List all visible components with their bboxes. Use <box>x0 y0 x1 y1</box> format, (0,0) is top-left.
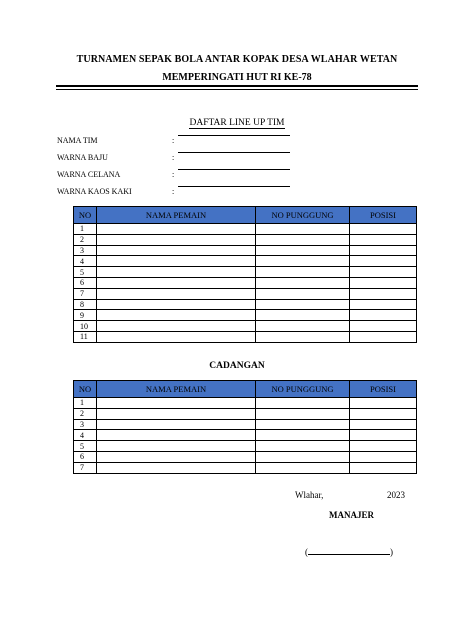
player-name-cell[interactable] <box>97 299 256 310</box>
row-number: 5 <box>74 441 97 452</box>
lineup-row <box>74 234 417 245</box>
row-number: 4 <box>74 430 97 441</box>
jersey-number-cell[interactable] <box>256 430 350 441</box>
team-name-field[interactable] <box>178 135 290 136</box>
jersey-number-cell[interactable] <box>256 288 350 299</box>
player-name-cell[interactable] <box>97 419 256 430</box>
shorts-color-colon: : <box>172 170 175 179</box>
reserves-table-header <box>74 381 417 398</box>
lineup-table-header <box>74 207 417 224</box>
jersey-number-cell[interactable] <box>256 451 350 462</box>
jersey-number-cell[interactable] <box>256 408 350 419</box>
player-name-cell[interactable] <box>97 331 256 342</box>
col-header-no: NO <box>74 381 97 398</box>
row-number: 8 <box>74 299 97 310</box>
col-header-player-name: NAMA PEMAIN <box>97 207 256 224</box>
position-cell[interactable] <box>350 451 417 462</box>
player-name-cell[interactable] <box>97 451 256 462</box>
row-number: 2 <box>74 408 97 419</box>
team-name-label: NAMA TIM <box>57 136 98 145</box>
jersey-number-cell[interactable] <box>256 245 350 256</box>
lineup-table <box>73 206 417 343</box>
player-name-cell[interactable] <box>97 321 256 332</box>
reserve-row <box>74 430 417 441</box>
player-name-cell[interactable] <box>97 277 256 288</box>
reserve-row <box>74 419 417 430</box>
position-cell[interactable] <box>350 408 417 419</box>
reserve-row <box>74 451 417 462</box>
event-subtitle: MEMPERINGATI HUT RI KE-78 <box>162 72 312 83</box>
lineup-row <box>74 331 417 342</box>
reserve-row <box>74 408 417 419</box>
position-cell[interactable] <box>350 224 417 235</box>
tournament-title: TURNAMEN SEPAK BOLA ANTAR KOPAK DESA WLAHAR WETAN <box>76 54 398 65</box>
row-number: 7 <box>74 462 97 473</box>
player-name-cell[interactable] <box>97 441 256 452</box>
shirt-color-label: WARNA BAJU <box>57 153 108 162</box>
position-cell[interactable] <box>350 398 417 409</box>
jersey-number-cell[interactable] <box>256 310 350 321</box>
lineup-section-title <box>0 118 474 128</box>
player-name-cell[interactable] <box>97 398 256 409</box>
position-cell[interactable] <box>350 321 417 332</box>
player-name-cell[interactable] <box>97 256 256 267</box>
reserves-title: CADANGAN <box>209 361 265 371</box>
lineup-row <box>74 277 417 288</box>
position-cell[interactable] <box>350 245 417 256</box>
col-header-jersey-number: NO PUNGGUNG <box>256 381 350 398</box>
col-header-position: POSISI <box>350 381 417 398</box>
jersey-number-cell[interactable] <box>256 267 350 278</box>
reserve-row <box>74 398 417 409</box>
signature-open-paren: ( <box>305 547 308 557</box>
row-number: 11 <box>74 331 97 342</box>
lineup-row <box>74 288 417 299</box>
row-number: 1 <box>74 224 97 235</box>
position-cell[interactable] <box>350 430 417 441</box>
reserve-row <box>74 441 417 452</box>
position-cell[interactable] <box>350 299 417 310</box>
jersey-number-cell[interactable] <box>256 441 350 452</box>
lineup-row <box>74 245 417 256</box>
lineup-row <box>74 321 417 332</box>
socks-color-label: WARNA KAOS KAKI <box>57 187 132 196</box>
position-cell[interactable] <box>350 331 417 342</box>
lineup-row <box>74 256 417 267</box>
manager-title: MANAJER <box>329 510 374 520</box>
lineup-row <box>74 299 417 310</box>
manager-signature <box>305 546 393 557</box>
jersey-number-cell[interactable] <box>256 331 350 342</box>
jersey-number-cell[interactable] <box>256 299 350 310</box>
row-number: 1 <box>74 398 97 409</box>
jersey-number-cell[interactable] <box>256 321 350 332</box>
lineup-row <box>74 267 417 278</box>
shirt-color-field[interactable] <box>178 152 290 153</box>
col-header-jersey-number: NO PUNGGUNG <box>256 207 350 224</box>
row-number: 3 <box>74 419 97 430</box>
signing-place: Wlahar, <box>295 490 324 500</box>
jersey-number-cell[interactable] <box>256 398 350 409</box>
row-number: 3 <box>74 245 97 256</box>
header-divider-thick <box>56 85 418 87</box>
shirt-color-colon: : <box>172 153 175 162</box>
position-cell[interactable] <box>350 256 417 267</box>
player-name-cell[interactable] <box>97 288 256 299</box>
player-name-cell[interactable] <box>97 310 256 321</box>
socks-color-field[interactable] <box>178 186 290 187</box>
jersey-number-cell[interactable] <box>256 419 350 430</box>
col-header-no: NO <box>74 207 97 224</box>
jersey-number-cell[interactable] <box>256 234 350 245</box>
jersey-number-cell[interactable] <box>256 277 350 288</box>
row-number: 6 <box>74 451 97 462</box>
row-number: 10 <box>74 321 97 332</box>
jersey-number-cell[interactable] <box>256 224 350 235</box>
row-number: 4 <box>74 256 97 267</box>
position-cell[interactable] <box>350 462 417 473</box>
row-number: 2 <box>74 234 97 245</box>
player-name-cell[interactable] <box>97 267 256 278</box>
signature-line[interactable] <box>308 546 390 555</box>
team-name-colon: : <box>172 136 175 145</box>
jersey-number-cell[interactable] <box>256 462 350 473</box>
row-number: 9 <box>74 310 97 321</box>
reserve-row <box>74 462 417 473</box>
position-cell[interactable] <box>350 234 417 245</box>
lineup-row <box>74 310 417 321</box>
position-cell[interactable] <box>350 441 417 452</box>
row-number: 7 <box>74 288 97 299</box>
row-number: 5 <box>74 267 97 278</box>
lineup-row <box>74 224 417 235</box>
socks-color-colon: : <box>172 187 175 196</box>
player-name-cell[interactable] <box>97 245 256 256</box>
player-name-cell[interactable] <box>97 408 256 419</box>
position-cell[interactable] <box>350 277 417 288</box>
position-cell[interactable] <box>350 288 417 299</box>
col-header-player-name: NAMA PEMAIN <box>97 381 256 398</box>
lineup-section-title-text: DAFTAR LINE UP TIM <box>189 118 285 128</box>
player-name-cell[interactable] <box>97 462 256 473</box>
signature-close-paren: ) <box>390 547 393 557</box>
col-header-position: POSISI <box>350 207 417 224</box>
player-name-cell[interactable] <box>97 224 256 235</box>
row-number: 6 <box>74 277 97 288</box>
header-divider-thin <box>56 89 418 90</box>
position-cell[interactable] <box>350 419 417 430</box>
shorts-color-field[interactable] <box>178 169 290 170</box>
player-name-cell[interactable] <box>97 234 256 245</box>
signing-year: 2023 <box>387 490 405 500</box>
shorts-color-label: WARNA CELANA <box>57 170 121 179</box>
position-cell[interactable] <box>350 267 417 278</box>
reserves-table <box>73 380 417 474</box>
position-cell[interactable] <box>350 310 417 321</box>
jersey-number-cell[interactable] <box>256 256 350 267</box>
player-name-cell[interactable] <box>97 430 256 441</box>
